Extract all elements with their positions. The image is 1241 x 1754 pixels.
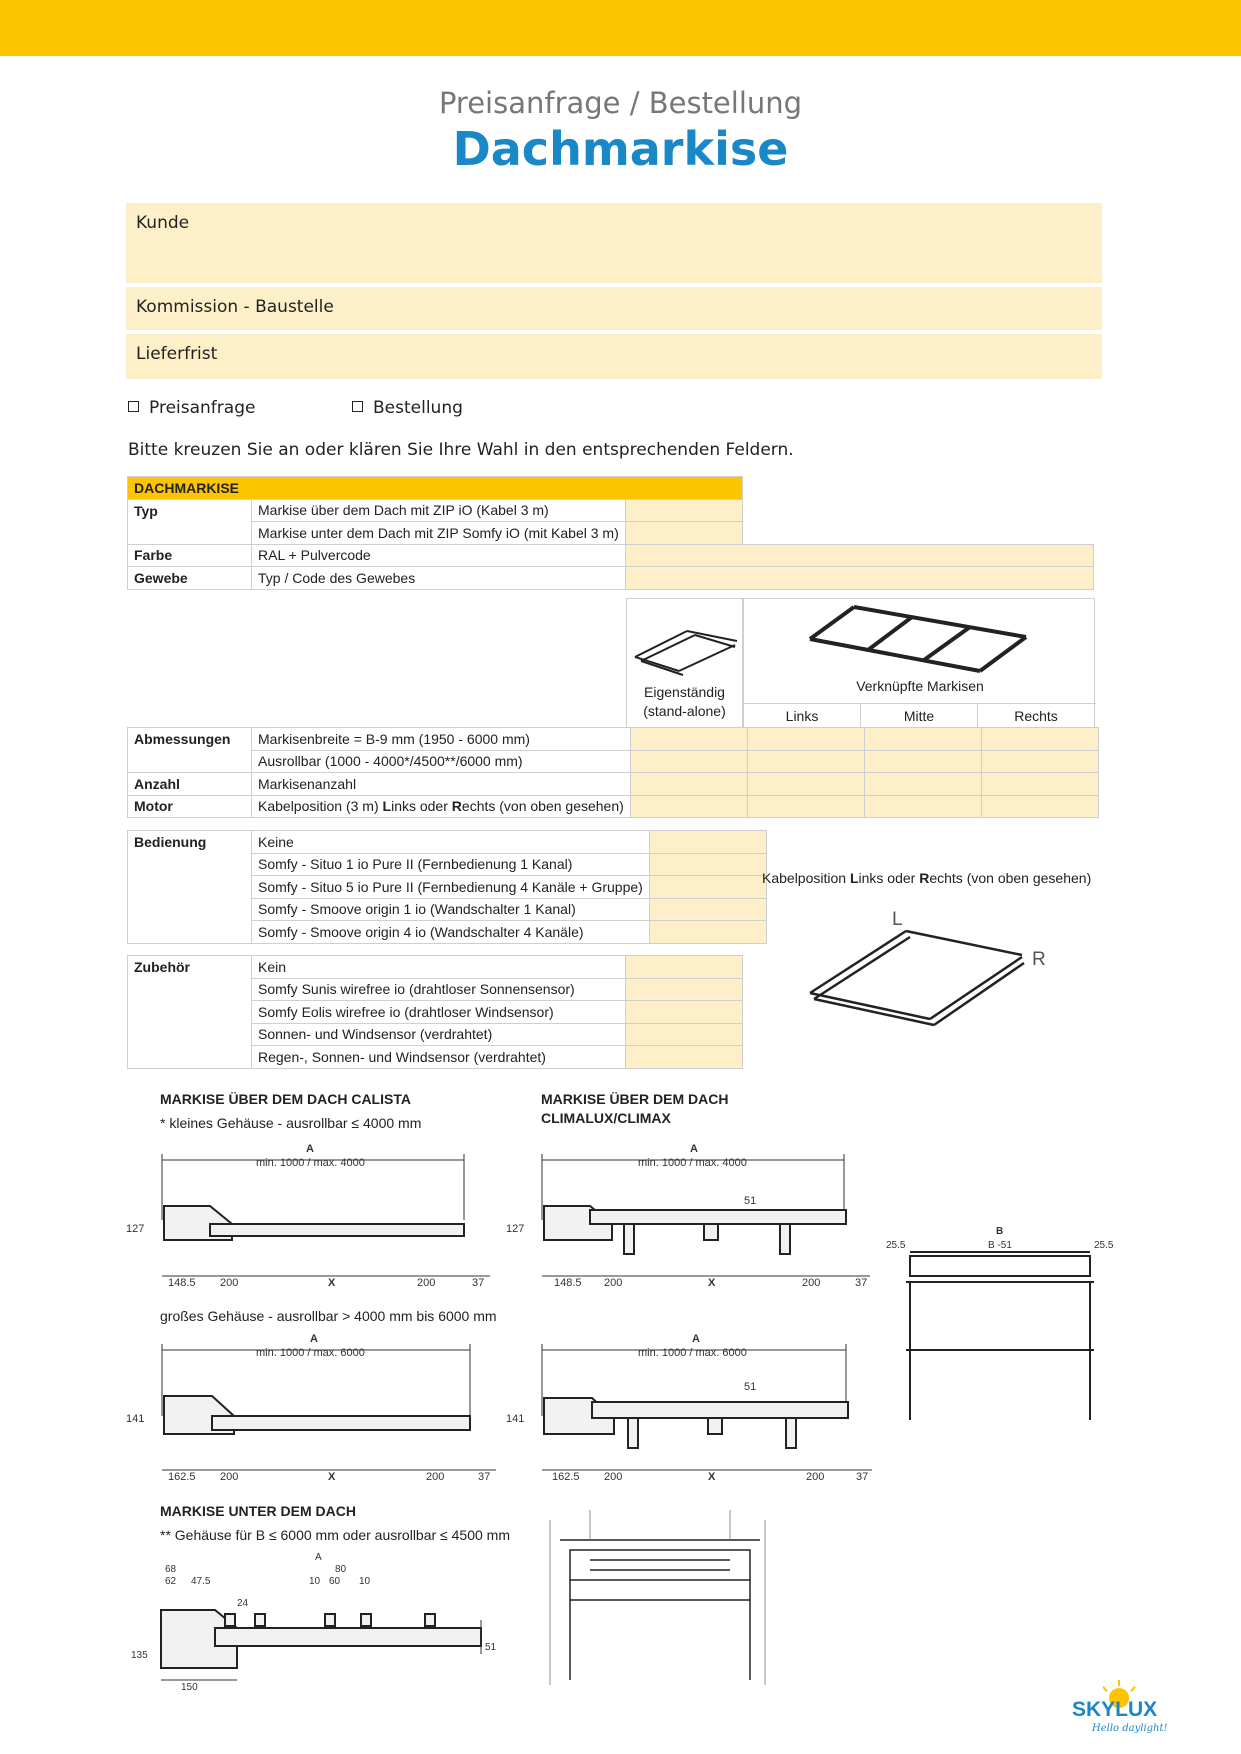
dim-label: 51	[485, 1642, 497, 1653]
farbe-desc: RAL + Pulvercode	[252, 544, 626, 567]
bedienung-option: Somfy - Situo 1 io Pure II (Fernbedienung 1 Kanal)	[252, 853, 650, 876]
linked-title: Verknüpfte Markisen	[856, 678, 984, 694]
dim-label: 37	[472, 1277, 485, 1289]
dim-label: 80	[335, 1564, 347, 1575]
note-text: Kabelposition	[762, 870, 850, 886]
calista-small-drawing	[120, 1140, 500, 1300]
stand-alone-label	[627, 683, 742, 721]
calista-small-note: * kleines Gehäuse - ausrollbar ≤ 4000 mm	[160, 1115, 422, 1131]
option-price-request[interactable]	[128, 398, 255, 418]
note-text: echts (von oben gesehen)	[929, 870, 1092, 886]
dim-label: 68	[165, 1564, 177, 1575]
bedienung-option: Keine	[252, 831, 650, 854]
input-cell[interactable]	[626, 1046, 743, 1069]
input-cell[interactable]	[630, 795, 747, 818]
calista-large-note: großes Gehäuse - ausrollbar > 4000 mm bis 6000 mm	[160, 1308, 497, 1324]
gewebe-desc: Typ / Code des Gewebes	[252, 567, 626, 590]
dim-label: A	[310, 1333, 318, 1345]
option-label: Preisanfrage	[149, 398, 256, 418]
farbe-label: Farbe	[128, 544, 252, 567]
input-cell[interactable]	[626, 1001, 743, 1024]
dim-label: 135	[131, 1650, 148, 1661]
typ-label: Typ	[128, 499, 252, 544]
dim-label: 200	[220, 1277, 239, 1289]
typ-option: Markise über dem Dach mit ZIP iO (Kabel 3 m)	[252, 499, 626, 522]
cable-position-note	[762, 870, 1091, 886]
abmessungen-label: Abmessungen	[128, 728, 252, 773]
dim-label: 148.5	[168, 1277, 196, 1289]
zubehoer-option: Somfy Sunis wirefree io (drahtloser Sonnensensor)	[252, 978, 626, 1001]
instruction-text: Bitte kreuzen Sie an oder klären Sie Ihre Wahl in den entsprechenden Feldern.	[128, 440, 794, 460]
input-cell[interactable]	[864, 728, 981, 751]
input-cell[interactable]	[747, 750, 864, 773]
input-cell[interactable]	[864, 750, 981, 773]
dim-label: 127	[506, 1223, 525, 1235]
dim-label: 62	[165, 1576, 177, 1587]
input-cell[interactable]	[649, 898, 766, 921]
zubehoer-option: Regen-, Sonnen- und Windsensor (verdrahtet)	[252, 1046, 626, 1069]
climalux-small-drawing	[500, 1140, 880, 1300]
dim-label: 25.5	[1094, 1240, 1114, 1251]
motor-label: Motor	[128, 795, 252, 818]
gewebe-label: Gewebe	[128, 567, 252, 590]
note-text: L	[849, 870, 859, 886]
input-cell[interactable]	[626, 956, 743, 979]
dim-label: 200	[220, 1471, 239, 1483]
dim-label: A	[692, 1333, 700, 1345]
checkbox-icon[interactable]	[352, 401, 363, 412]
col-links: Links	[744, 704, 861, 728]
stand-alone-line: Eigenständig	[644, 684, 725, 700]
input-cell[interactable]	[864, 795, 981, 818]
dim-label: 60	[329, 1576, 341, 1587]
input-cell[interactable]	[747, 773, 864, 796]
bedienung-option: Somfy - Smoove origin 4 io (Wandschalter 4 Kanäle)	[252, 921, 650, 944]
note-text: inks oder	[858, 870, 920, 886]
dim-label: 37	[478, 1471, 491, 1483]
dim-label: 127	[126, 1223, 145, 1235]
input-cell[interactable]	[649, 921, 766, 944]
zubehoer-option: Kein	[252, 956, 626, 979]
input-cell[interactable]	[649, 853, 766, 876]
input-cell[interactable]	[747, 728, 864, 751]
dim-label: 162.5	[552, 1471, 580, 1483]
dim-label: 24	[237, 1598, 249, 1609]
motor-text: L	[382, 798, 392, 815]
dim-label: B	[996, 1226, 1004, 1237]
dim-label: X	[328, 1471, 336, 1483]
input-cell[interactable]	[626, 1023, 743, 1046]
input-cell[interactable]	[981, 750, 1098, 773]
input-cell[interactable]	[981, 728, 1098, 751]
front-view-drawing	[880, 1220, 1120, 1440]
anzahl-desc: Markisenanzahl	[252, 773, 631, 796]
stand-alone-awning-icon	[627, 599, 744, 679]
input-cell[interactable]	[630, 728, 747, 751]
input-cell[interactable]	[747, 795, 864, 818]
gewebe-input[interactable]	[626, 567, 1094, 590]
dim-label: 162.5	[168, 1471, 196, 1483]
diagram-r-label: R	[1032, 949, 1046, 970]
calista-title: MARKISE ÜBER DEM DACH CALISTA	[160, 1091, 411, 1107]
motor-text: echts (von oben gesehen)	[461, 798, 624, 815]
farbe-input[interactable]	[626, 544, 1094, 567]
brand-name: SKYLUX	[1072, 1698, 1158, 1721]
dim-label: 37	[856, 1471, 869, 1483]
unter-note: ** Gehäuse für B ≤ 6000 mm oder ausrollbar ≤ 4500 mm	[160, 1527, 510, 1543]
dim-label: B -51	[988, 1240, 1012, 1251]
page-subtitle: Preisanfrage / Bestellung	[438, 86, 803, 120]
dim-label: 200	[802, 1277, 821, 1289]
dim-label: min. 1000 / max. 4000	[256, 1157, 365, 1169]
brand-tagline: Hello daylight!	[1092, 1723, 1168, 1734]
linked-header	[743, 598, 1095, 728]
dim-label: A	[306, 1143, 314, 1155]
dim-label: 200	[604, 1471, 623, 1483]
dim-label: X	[708, 1471, 716, 1483]
climalux-title-line2: CLIMALUX/CLIMAX	[541, 1110, 671, 1126]
unter-title: MARKISE UNTER DEM DACH	[160, 1503, 356, 1519]
dim-label: min. 1000 / max. 6000	[256, 1347, 365, 1359]
dim-label: 10	[309, 1576, 321, 1587]
table-header: DACHMARKISE	[128, 477, 743, 500]
col-mitte: Mitte	[861, 704, 978, 728]
dim-label: 25.5	[886, 1240, 906, 1251]
input-cell[interactable]	[630, 750, 747, 773]
dim-label: 148.5	[554, 1277, 582, 1289]
under-roof-front-drawing	[530, 1500, 780, 1695]
input-cell[interactable]	[630, 773, 747, 796]
dim-label: 37	[855, 1277, 868, 1289]
dim-label: A	[315, 1552, 322, 1563]
dim-label: 150	[181, 1682, 198, 1693]
page-title: Dachmarkise	[452, 122, 789, 176]
zubehoer-option: Somfy Eolis wirefree io (drahtloser Windsensor)	[252, 1001, 626, 1024]
diagram-l-label: L	[892, 909, 903, 930]
motor-text: Kabelposition (3 m)	[258, 798, 383, 815]
dim-label: A	[690, 1143, 698, 1155]
dim-label: 200	[417, 1277, 436, 1289]
delivery-label: Lieferfrist	[136, 344, 218, 364]
typ-option: Markise unter dem Dach mit ZIP Somfy iO (mit Kabel 3 m)	[252, 522, 626, 545]
stand-alone-line: (stand-alone)	[643, 703, 726, 719]
typ-input[interactable]	[626, 522, 743, 545]
option-order[interactable]	[352, 398, 463, 418]
bedienung-option: Somfy - Situo 5 io Pure II (Fernbedienung 4 Kanäle + Gruppe)	[252, 876, 650, 899]
dim-label: 141	[126, 1413, 145, 1425]
linked-awnings-icon	[744, 599, 1096, 689]
bedienung-option: Somfy - Smoove origin 1 io (Wandschalter 1 Kanal)	[252, 898, 650, 921]
zubehoer-label: Zubehör	[128, 956, 252, 1069]
dimensions-table	[127, 727, 1099, 818]
input-cell[interactable]	[649, 831, 766, 854]
option-label: Bestellung	[373, 398, 463, 418]
dim-label: X	[708, 1277, 716, 1289]
under-roof-side-drawing	[125, 1550, 505, 1695]
input-cell[interactable]	[981, 795, 1098, 818]
control-table	[127, 830, 767, 944]
motor-desc	[252, 795, 631, 818]
dim-label: 141	[506, 1413, 525, 1425]
climalux-large-drawing	[500, 1330, 880, 1490]
dim-label: 51	[744, 1195, 757, 1207]
abmessungen-row: Ausrollbar (1000 - 4000*/4500**/6000 mm)	[252, 750, 631, 773]
note-text: R	[919, 870, 930, 886]
col-rechts: Rechts	[1014, 708, 1058, 724]
input-cell[interactable]	[981, 773, 1098, 796]
dim-label: 47.5	[191, 1576, 211, 1587]
input-cell[interactable]	[864, 773, 981, 796]
bedienung-label: Bedienung	[128, 831, 252, 944]
typ-input[interactable]	[626, 499, 743, 522]
calista-large-drawing	[120, 1330, 500, 1490]
cable-position-diagram	[800, 905, 1060, 1035]
dim-label: 51	[744, 1381, 757, 1393]
input-cell[interactable]	[626, 978, 743, 1001]
commission-label: Kommission - Baustelle	[136, 297, 334, 317]
motor-text: inks oder	[391, 798, 452, 815]
customer-field[interactable]	[126, 203, 1102, 283]
anzahl-label: Anzahl	[128, 773, 252, 796]
dim-label: 10	[359, 1576, 371, 1587]
zubehoer-option: Sonnen- und Windsensor (verdrahtet)	[252, 1023, 626, 1046]
checkbox-icon[interactable]	[128, 401, 139, 412]
dim-label: 200	[806, 1471, 825, 1483]
customer-label: Kunde	[136, 213, 190, 233]
top-bar	[0, 0, 1241, 56]
commission-field[interactable]	[126, 287, 1102, 330]
abmessungen-row: Markisenbreite = B-9 mm (1950 - 6000 mm)	[252, 728, 631, 751]
dim-label: min. 1000 / max. 6000	[638, 1347, 747, 1359]
awning-type-table	[127, 476, 1094, 590]
delivery-field[interactable]	[126, 334, 1102, 379]
dim-label: X	[328, 1277, 336, 1289]
motor-text: R	[451, 798, 462, 815]
input-cell[interactable]	[649, 876, 766, 899]
accessories-table	[127, 955, 743, 1069]
dim-label: min. 1000 / max. 4000	[638, 1157, 747, 1169]
climalux-title-line1: MARKISE ÜBER DEM DACH	[541, 1091, 729, 1107]
dim-label: 200	[426, 1471, 445, 1483]
dim-label: 200	[604, 1277, 623, 1289]
stand-alone-header	[626, 598, 743, 728]
